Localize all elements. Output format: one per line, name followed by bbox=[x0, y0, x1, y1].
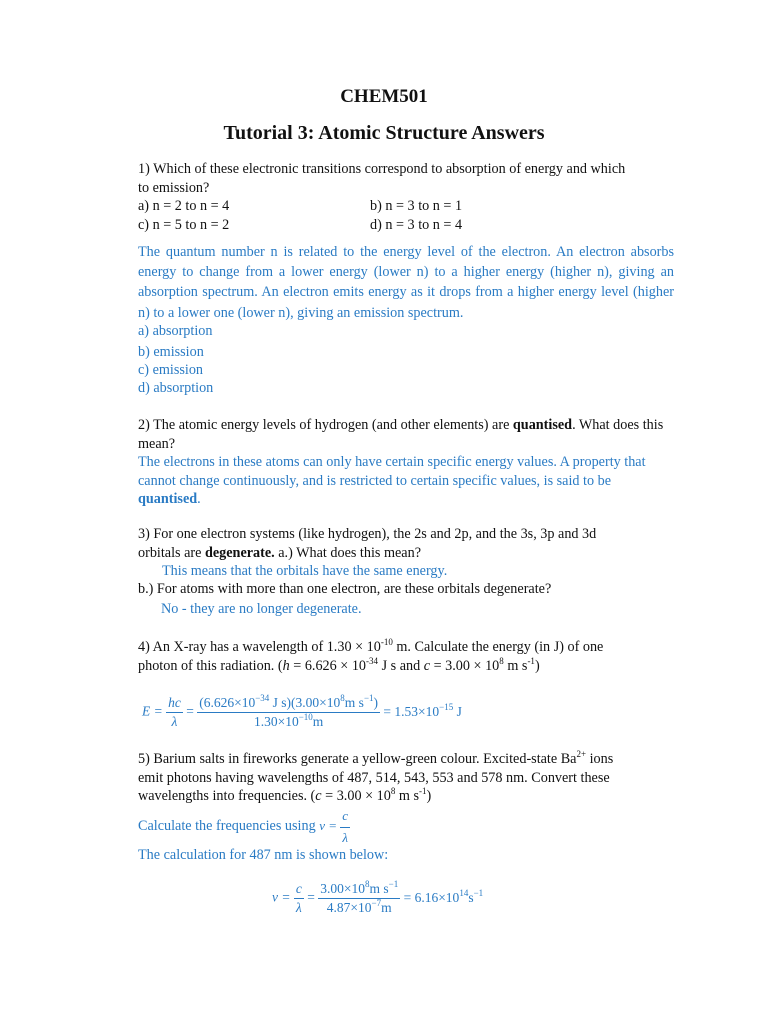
q1-answer-a: a) absorption bbox=[138, 323, 213, 339]
q5-c: c bbox=[340, 807, 350, 828]
eq-denominator bbox=[197, 713, 380, 730]
question-5 bbox=[138, 750, 674, 806]
eq-res-b: J bbox=[453, 703, 462, 719]
q4-h-symbol: h bbox=[282, 657, 290, 674]
q5-l1-end: ions bbox=[586, 751, 614, 767]
q5-c-symbol: c bbox=[315, 788, 322, 804]
q5-l1-exp: 2+ bbox=[576, 749, 587, 759]
eq-hc: hc bbox=[166, 695, 183, 713]
q5-l1-text: 5) Barium salts in fireworks generate a yellow-green colour. Excited-state Ba bbox=[138, 751, 577, 767]
page-title: Tutorial 3: Atomic Structure Answers bbox=[223, 122, 545, 144]
q1-options-row2 bbox=[138, 216, 674, 235]
q4-line1 bbox=[138, 638, 674, 657]
feq-result bbox=[403, 887, 484, 905]
q2-answer-bold: quantised bbox=[138, 491, 198, 507]
q4-l2-b: = 6.626 × 10 bbox=[289, 657, 367, 674]
energy-equation bbox=[142, 695, 462, 730]
q3-part-b: b.) For atoms with more than one electron, are these orbitals degenerate? bbox=[138, 581, 552, 597]
q2-text: 2) The atomic energy levels of hydrogen (and other elements) are bbox=[138, 417, 513, 433]
eq-equals: = bbox=[186, 703, 194, 719]
q4-l2-e: m s bbox=[503, 657, 528, 674]
q2-text-end: . What does this mean? bbox=[138, 417, 664, 452]
q3-part-a: a.) What does this mean? bbox=[274, 544, 421, 561]
q4-l2-c: J s and bbox=[378, 657, 424, 674]
eq-num-b: J s)(3.00×10 bbox=[269, 695, 341, 710]
eq-num-c: m s bbox=[344, 695, 364, 710]
eq-hc-fraction bbox=[166, 695, 183, 730]
feq-den-exp: −7 bbox=[371, 898, 382, 908]
eq-res-exp: −15 bbox=[439, 701, 454, 712]
feq-equals: = bbox=[307, 889, 315, 905]
q4-l2-exp3: -1 bbox=[527, 655, 535, 666]
question-4 bbox=[138, 638, 674, 675]
q5-l3-exp1: 8 bbox=[390, 786, 396, 796]
q1-option-c: c) n = 5 to n = 2 bbox=[138, 216, 230, 233]
eq-res-a: = 1.53×10 bbox=[383, 703, 440, 719]
q2-answer bbox=[138, 453, 674, 509]
question-2 bbox=[138, 416, 674, 453]
q3-bold-term: degenerate. bbox=[204, 544, 275, 561]
q1-option-b: b) n = 3 to n = 1 bbox=[370, 198, 463, 214]
q5-l3-d: ) bbox=[426, 788, 432, 804]
eq-den-a: 1.30×10 bbox=[253, 714, 299, 729]
feq-lambda: λ bbox=[295, 900, 302, 915]
eq-E: E = bbox=[142, 703, 163, 719]
eq-num-exp1: −34 bbox=[255, 693, 270, 703]
eq-den-exp: −10 bbox=[298, 712, 313, 722]
q2-answer-text: The electrons in these atoms can only have certain specific energy values. A property that cannot change continuously, and is restricted to certain specific values, is said to be bbox=[138, 454, 646, 489]
feq-den-a: 4.87×10 bbox=[326, 900, 372, 915]
q5-l3-b: = 3.00 × 10 bbox=[321, 788, 391, 804]
eq-den-b: m bbox=[312, 714, 324, 729]
q5-nu: ν = bbox=[319, 817, 338, 833]
eq-num-exp3: −1 bbox=[363, 693, 374, 703]
frequency-equation bbox=[272, 881, 483, 916]
q4-line2 bbox=[138, 657, 674, 676]
q5-nu-formula bbox=[319, 808, 350, 845]
q4-exponent: -10 bbox=[380, 637, 393, 647]
q4-c-symbol: c bbox=[423, 657, 431, 674]
eq-value-fraction bbox=[197, 695, 380, 730]
q1-option-a: a) n = 2 to n = 4 bbox=[138, 198, 230, 214]
q1-line2: to emission? bbox=[138, 179, 210, 196]
q3-line2 bbox=[138, 544, 674, 563]
q4-l2-a: photon of this radiation. ( bbox=[138, 657, 283, 674]
eq-numerator bbox=[197, 695, 380, 713]
q5-line2: emit photons having wavelengths of 487, 514, 543, 553 and 578 nm. Convert these bbox=[138, 769, 610, 786]
q1-option-d: d) n = 3 to n = 4 bbox=[370, 216, 463, 233]
feq-num-a: 3.00×10 bbox=[320, 881, 365, 896]
q3-answer-a: This means that the orbitals have the same energy. bbox=[162, 563, 448, 579]
q1-options-row1 bbox=[138, 197, 674, 216]
q5-lambda: λ bbox=[342, 829, 348, 845]
q4-l2-d: = 3.00 × 10 bbox=[430, 657, 500, 674]
eq-num-a: (6.626×10 bbox=[199, 695, 256, 710]
feq-num-b: m s bbox=[369, 881, 389, 896]
q1-answer-c: c) emission bbox=[138, 362, 204, 378]
eq-num-d: ) bbox=[373, 695, 379, 710]
q5-l3-exp2: -1 bbox=[418, 786, 427, 796]
question-3 bbox=[138, 525, 674, 562]
q1-line1: 1) Which of these electronic transitions correspond to absorption of energy and which bbox=[138, 161, 626, 177]
feq-nu: ν = bbox=[272, 889, 291, 905]
q5-line3 bbox=[138, 787, 674, 806]
q4-text-end: m. Calculate the energy (in J) of one bbox=[392, 639, 604, 655]
q1-answer-d: d) absorption bbox=[138, 380, 214, 396]
q3-answer-b: No - they are no longer degenerate. bbox=[161, 601, 362, 617]
q3-line2-text: orbitals are bbox=[138, 544, 205, 561]
q4-l2-f: ) bbox=[534, 657, 540, 674]
q5-l3-c: m s bbox=[395, 788, 419, 804]
feq-denominator bbox=[318, 899, 400, 916]
eq-result bbox=[383, 701, 462, 719]
q5-line1 bbox=[138, 750, 674, 769]
q5-calc-line bbox=[138, 807, 674, 847]
q4-l2-exp1: -34 bbox=[366, 655, 379, 666]
feq-res-b: s bbox=[468, 889, 474, 905]
q2-answer-end: . bbox=[197, 491, 201, 507]
q2-bold-term: quantised bbox=[512, 417, 573, 433]
feq-res-a: = 6.16×10 bbox=[403, 889, 460, 905]
question-1 bbox=[138, 160, 674, 234]
feq-den-b: m bbox=[381, 900, 392, 915]
q5-c-over-lambda bbox=[340, 807, 350, 847]
q1-answer-b: b) emission bbox=[138, 344, 204, 360]
q5-shown-text: The calculation for 487 nm is shown below: bbox=[138, 847, 389, 863]
q1-answer-paragraph: The quantum number n is related to the energy level of the electron. An electron absorbs energy to change from a lower energy (lower n) to a higher energy (higher n), giving an absorption spectrum. An electron emits energy as it drops from a higher energy level (higher n) to a lower one (lower n), giving an emission spectrum. bbox=[138, 244, 674, 321]
feq-num-exp1: 8 bbox=[364, 879, 370, 889]
q5-l3-a: wavelengths into frequencies. ( bbox=[138, 788, 316, 804]
q3-line1: 3) For one electron systems (like hydrogen), the 2s and 2p, and the 3s, 3p and 3d bbox=[138, 526, 597, 542]
q5-calc-text: Calculate the frequencies using bbox=[138, 817, 320, 834]
feq-value-fraction bbox=[318, 881, 400, 916]
feq-res-exp2: −1 bbox=[473, 887, 484, 898]
eq-num-exp2: 8 bbox=[340, 693, 345, 703]
course-code: CHEM501 bbox=[340, 86, 428, 107]
feq-c-over-lambda bbox=[294, 881, 304, 916]
feq-c: c bbox=[294, 881, 304, 899]
q4-l2-exp2: 8 bbox=[499, 655, 504, 666]
eq-lambda: λ bbox=[171, 714, 178, 729]
feq-num-exp2: −1 bbox=[388, 879, 399, 889]
feq-res-exp1: 14 bbox=[459, 887, 469, 898]
q4-text: 4) An X-ray has a wavelength of 1.30 × 10 bbox=[138, 639, 381, 655]
feq-numerator bbox=[318, 881, 400, 899]
